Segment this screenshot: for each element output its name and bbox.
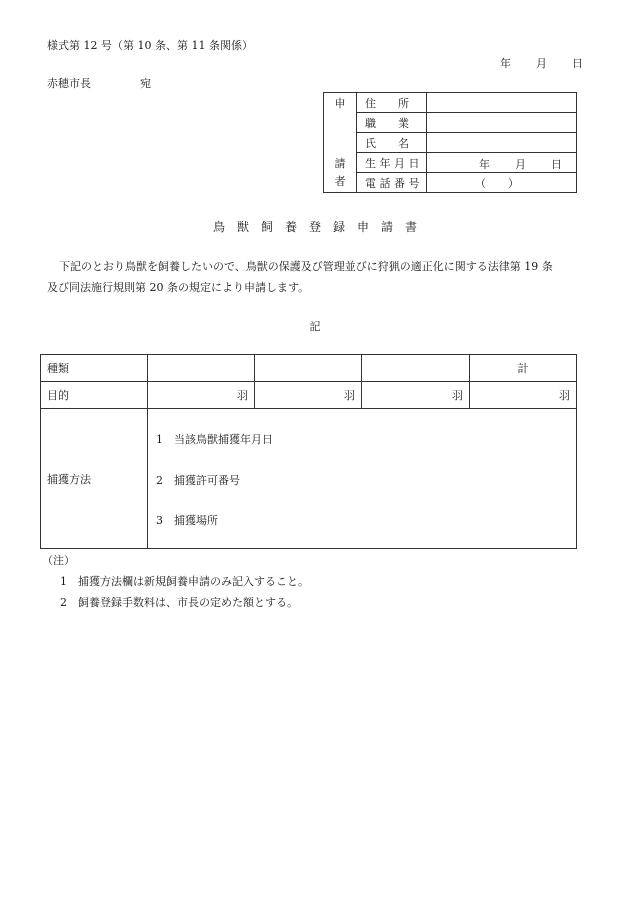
birth-year-label: 年 [479,158,490,171]
note-1: 1 捕獲方法欄は新規飼養申請のみ記入すること。 [60,575,309,588]
side-char-2: 請 [334,156,346,170]
body-line-2: 及び同法施行規則第 20 条の規定により申請します。 [47,281,310,294]
birthdate-field[interactable] [427,153,577,173]
bird-table [40,354,577,549]
capture-item-3: 3 捕獲場所 [156,514,218,527]
birth-day-label: 日 [551,158,562,171]
type-cell-2[interactable] [255,355,362,382]
ki-label: 記 [309,320,321,333]
date-year-label: 年 [500,57,511,70]
date-day-label: 日 [572,57,583,70]
birthdate-label: 生 年 月 日 [357,153,427,173]
name-label: 氏 名 [357,133,427,153]
addressee: 赤穂市長 [47,77,91,90]
occupation-field[interactable] [427,113,577,133]
address-field[interactable] [427,93,577,113]
addressee-suffix: 宛 [140,77,151,90]
notes-title: （注） [42,554,75,567]
total-label: 計 [470,355,577,382]
applicant-table [323,92,577,193]
capture-item-1: 1 当該鳥獣捕獲年月日 [156,433,273,446]
address-label: 住 所 [357,93,427,113]
form-number: 様式第 12 号（第 10 条、第 11 条関係） [47,39,253,52]
type-cell-1[interactable] [148,355,255,382]
note-2: 2 飼養登録手数料は、市長の定めた額とする。 [60,596,298,609]
purpose-label: 目的 [41,382,148,409]
name-field[interactable] [427,133,577,153]
applicant-side-label [324,93,357,193]
side-char-1: 申 [334,96,346,110]
count-cell-3[interactable]: 羽 [362,382,470,409]
count-cell-2[interactable]: 羽 [255,382,362,409]
occupation-label: 職 業 [357,113,427,133]
type-label: 種類 [41,355,148,382]
count-cell-total[interactable]: 羽 [470,382,577,409]
capture-item-2: 2 捕獲許可番号 [156,474,240,487]
phone-label: 電 話 番 号 [357,173,427,193]
capture-method-label: 捕獲方法 [41,409,148,549]
date-month-label: 月 [536,57,547,70]
phone-field[interactable]: （ ） [427,173,577,193]
page-title: 鳥 獣 飼 養 登 録 申 請 書 [212,220,417,234]
body-line-1: 下記のとおり鳥獣を飼養したいので、鳥獣の保護及び管理並びに狩猟の適正化に関する法律第 19 条 [59,260,553,273]
type-cell-3[interactable] [362,355,470,382]
side-char-3: 者 [334,174,346,188]
capture-method-cell[interactable] [148,409,577,549]
birth-month-label: 月 [515,158,526,171]
count-cell-1[interactable]: 羽 [148,382,255,409]
